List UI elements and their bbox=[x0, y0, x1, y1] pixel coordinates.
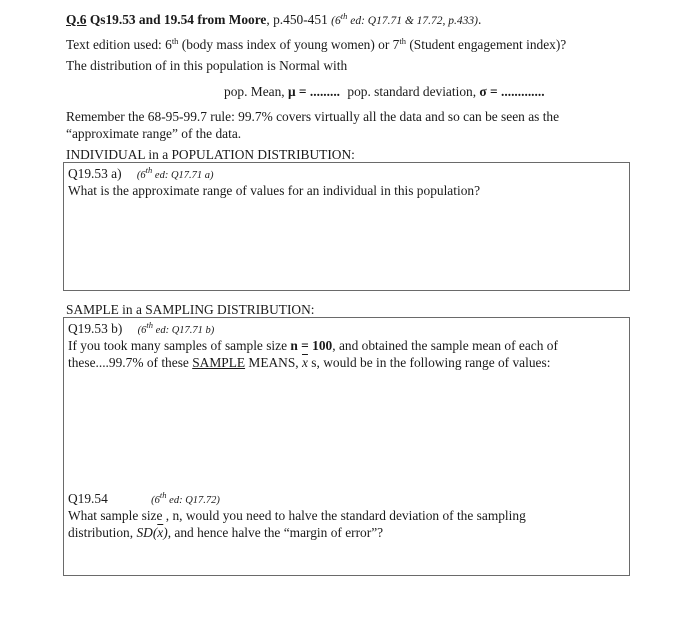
edition-mid: (body mass index of young women) or 7 bbox=[178, 37, 400, 52]
pop-mean-label: pop. Mean, bbox=[224, 84, 285, 99]
edition-post: (Student engagement index)? bbox=[405, 37, 567, 52]
page-title bbox=[66, 11, 481, 30]
q3-ref-sup: th bbox=[159, 490, 167, 500]
q1-ref-pre: (6 bbox=[136, 170, 146, 181]
q3-ref-pre: (6 bbox=[151, 495, 160, 506]
title-text: Qs19.53 and 19.54 from Moore bbox=[89, 12, 267, 27]
sd-close: ) bbox=[163, 525, 168, 540]
edition-ref-sup: th bbox=[340, 11, 348, 21]
edition-pre: Text edition used: 6 bbox=[66, 37, 172, 52]
question-2-label: Q19.53 b) bbox=[68, 321, 123, 336]
question-1-label: Q19.53 a) bbox=[68, 166, 122, 181]
pop-sd-blank: σ = ............. bbox=[479, 84, 545, 99]
q3-line2-post: , and hence halve the “margin of error”? bbox=[167, 525, 384, 540]
distribution-line: The distribution of in this population is Normal with bbox=[66, 58, 348, 73]
question-2-text-line-2 bbox=[68, 354, 550, 371]
title-pages: , p.450-451 bbox=[266, 12, 328, 27]
q3-line2-pre: distribution, bbox=[68, 525, 134, 540]
population-params bbox=[224, 83, 545, 100]
q2-ref-sup: th bbox=[146, 320, 154, 330]
x-bar-symbol: $\overline{x}$ bbox=[301, 355, 308, 370]
sample-size-value: n = 100 bbox=[290, 338, 333, 353]
edition-line bbox=[66, 36, 566, 53]
q2-ref-post: ed: Q17.71 b) bbox=[153, 325, 215, 336]
q2-line1-pre: If you took many samples of sample size bbox=[68, 338, 291, 353]
pop-mean-blank: μ = ......... bbox=[287, 84, 341, 99]
q1-ref-post: ed: Q17.71 a) bbox=[152, 170, 214, 181]
sd-label: SD( bbox=[136, 525, 158, 540]
q2-line1-post: , and obtained the sample mean of each of bbox=[332, 338, 558, 353]
question-3-text-line-1: What sample size , n, would you need to halve the standard deviation of the sampling bbox=[68, 508, 526, 523]
sample-underlined: SAMPLE bbox=[192, 355, 246, 370]
rule-line-1: Remember the 68-95-99.7 rule: 99.7% covers virtually all the data and so can be seen as the bbox=[66, 109, 560, 124]
q2-ref-pre: (6 bbox=[137, 325, 147, 336]
edition-sup-1: th bbox=[171, 36, 179, 46]
edition-ref-rest: ed: Q17.71 & 17.72, p.433) bbox=[347, 15, 478, 27]
section-heading-sample: SAMPLE in a SAMPLING DISTRIBUTION: bbox=[66, 302, 315, 317]
q2-line2-mid: MEANS, bbox=[245, 355, 302, 370]
edition-sup-2: th bbox=[399, 36, 406, 46]
question-3-text-line-2 bbox=[68, 524, 383, 541]
title-end-dot: . bbox=[477, 12, 482, 27]
rule-line-2: “approximate range” of the data. bbox=[66, 126, 242, 141]
x-bar-symbol-2: $\overline{x}$ bbox=[157, 525, 164, 540]
question-3-label: Q19.54 bbox=[68, 491, 108, 506]
edition-ref: (6 bbox=[331, 15, 341, 27]
q2-line2-post: s, would be in the following range of values: bbox=[311, 355, 551, 370]
section-heading-individual: INDIVIDUAL in a POPULATION DISTRIBUTION: bbox=[66, 147, 355, 162]
question-2-text-line-1 bbox=[68, 337, 558, 354]
question-number: Q.6 bbox=[66, 12, 87, 27]
q2-line2-pre: these....99.7% of these bbox=[68, 355, 193, 370]
question-1-text: What is the approximate range of values for an individual in this population? bbox=[68, 183, 481, 198]
q3-ref-post: ed: Q17.72) bbox=[166, 495, 220, 506]
pop-sd-label: pop. standard deviation, bbox=[347, 84, 477, 99]
q1-ref-sup: th bbox=[145, 165, 153, 175]
